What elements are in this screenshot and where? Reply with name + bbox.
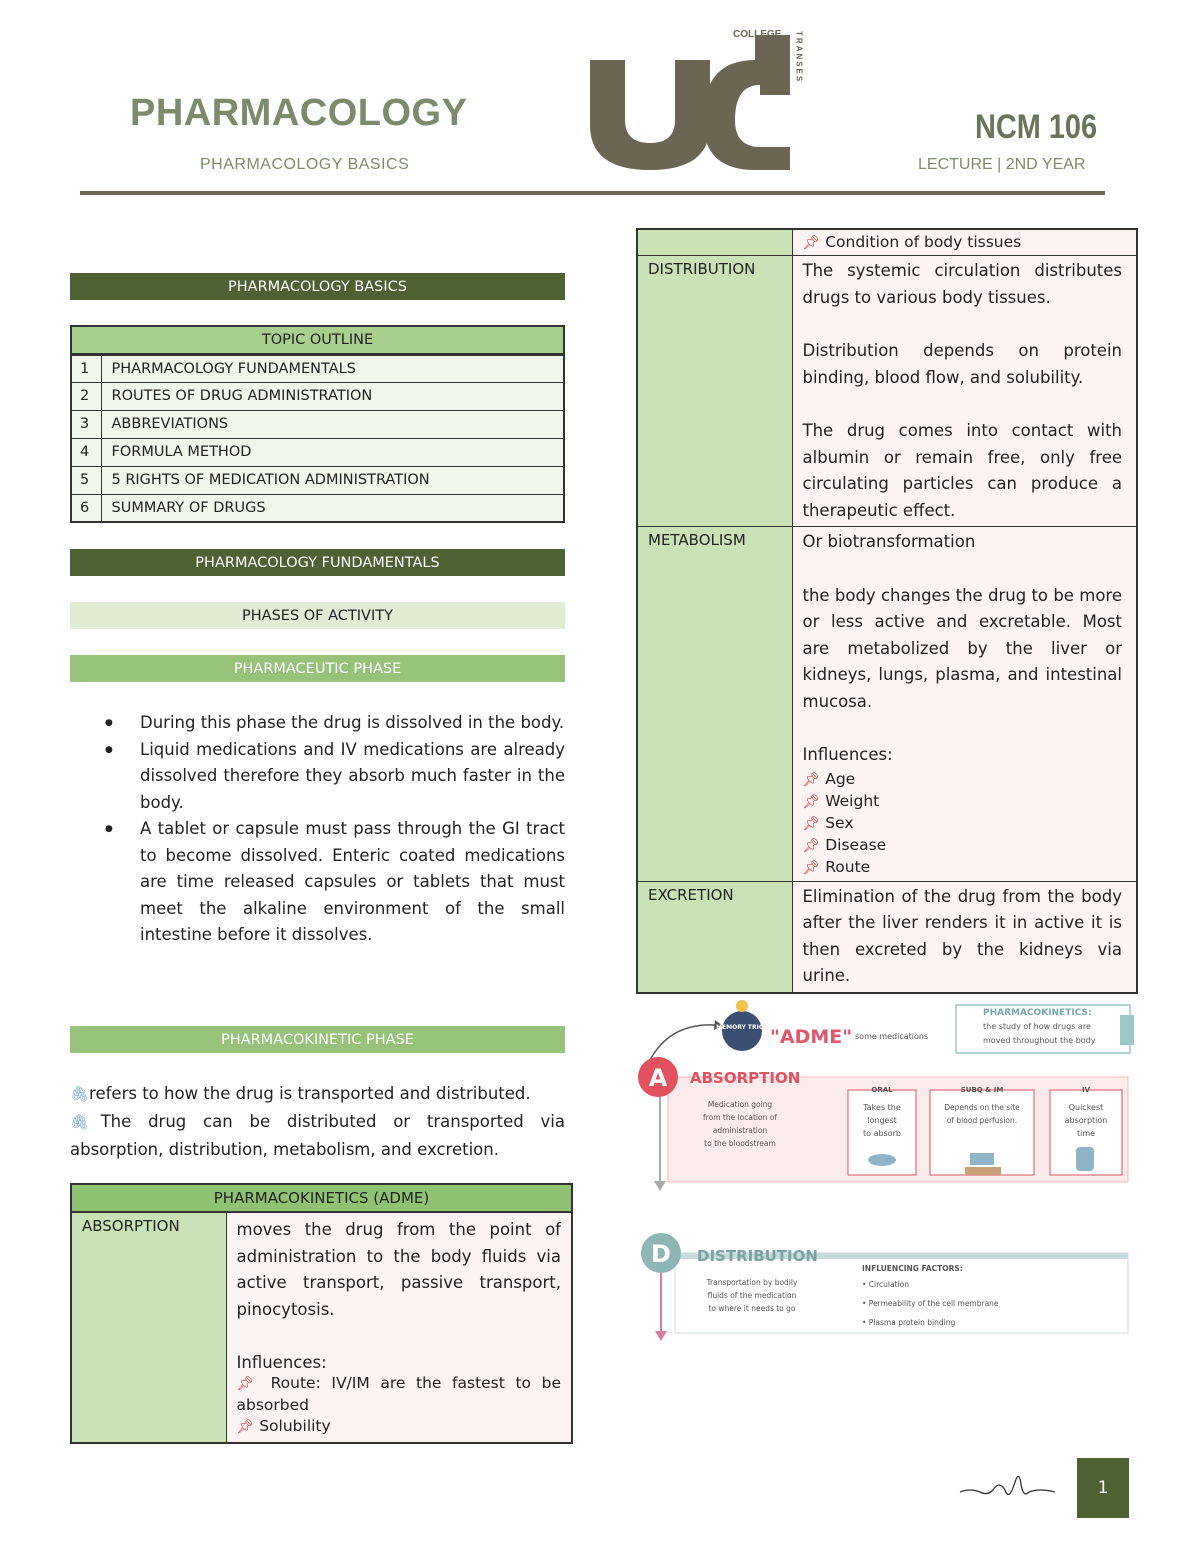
dist-desc-2: fluids of the medication xyxy=(707,1291,797,1300)
table-row: 2 ROUTES OF DRUG ADMINISTRATION xyxy=(71,382,564,410)
topic-outline-table xyxy=(70,325,565,523)
list-item: ● During this phase the drug is dissolved in the body. xyxy=(100,710,565,737)
topic-outline-heading: TOPIC OUTLINE xyxy=(71,326,564,354)
dist-desc-3: to where it needs to go xyxy=(708,1304,796,1313)
distribution-heading: DISTRIBUTION xyxy=(697,1247,818,1265)
iv-bag-icon xyxy=(1076,1147,1094,1171)
pk-box-desc-1: the study of how drugs are xyxy=(983,1022,1091,1031)
outline-item-label: ABBREVIATIONS xyxy=(101,410,564,438)
subq-label: SUBQ & IM xyxy=(960,1086,1004,1094)
metabolism-cell xyxy=(792,527,1137,882)
paperclip-icon: 🖇︎ xyxy=(70,1085,90,1103)
distribution-p3: The drug comes into contact with albumin or remain free, only free circulating particles can produce a therapeutic effect. xyxy=(802,421,1122,520)
college-logo xyxy=(585,25,810,175)
table-row xyxy=(637,881,1137,993)
pk-box-desc-2: moved throughout the body xyxy=(983,1036,1096,1045)
pushpin-icon: 📌︎ xyxy=(802,815,821,832)
memory-trick-text: MEMORY TRICK xyxy=(716,1024,768,1031)
condition-body-tissues: Condition of body tissues xyxy=(825,233,1022,251)
dist-desc-1: Transportation by bodily xyxy=(706,1278,798,1287)
pill-icon xyxy=(868,1154,896,1166)
pushpin-icon: 📌︎ xyxy=(802,859,821,876)
table-row: 1 PHARMACOLOGY FUNDAMENTALS xyxy=(71,354,564,382)
subq-desc-2: of blood perfusion. xyxy=(946,1116,1018,1125)
absorption-influences-label: Influences: xyxy=(236,1353,327,1372)
oral-desc-2: longest xyxy=(867,1116,897,1125)
section-bar-pharmacokinetic: PHARMACOKINETIC PHASE xyxy=(70,1026,565,1053)
table-row: 4 FORMULA METHOD xyxy=(71,438,564,466)
outline-item-label: FORMULA METHOD xyxy=(101,438,564,466)
table-row xyxy=(71,1212,572,1443)
oral-desc-1: Takes the xyxy=(863,1103,901,1112)
table-row xyxy=(637,256,1137,527)
pk-box-title: PHARMACOKINETICS: xyxy=(983,1008,1092,1018)
absorption-influence-route: Route: IV/IM are the fastest to be absorbed xyxy=(236,1373,561,1414)
pushpin-icon: 📌︎ xyxy=(802,793,821,810)
distribution-letter: D xyxy=(651,1240,671,1268)
metabolism-influences-label: Influences: xyxy=(802,745,893,764)
metabolism-p2: the body changes the drug to be more or less active and excretable. Most are metabolized by the liver or kidneys, lungs, plasma, and intestinal mucosa. xyxy=(802,585,1122,711)
influence-age: Age xyxy=(825,769,856,788)
iv-desc-1: Quickest xyxy=(1068,1103,1104,1112)
factor-3: • Plasma protein binding xyxy=(862,1318,956,1327)
distribution-cell xyxy=(792,256,1137,527)
lightbulb-icon xyxy=(736,1000,748,1012)
pharmacokinetic-text xyxy=(70,1080,565,1163)
absorption-influence-solubility: Solubility xyxy=(259,1416,331,1435)
section-bar-pharmaceutic: PHARMACEUTIC PHASE xyxy=(70,655,565,682)
pushpin-icon: 📌︎ xyxy=(802,771,821,788)
list-item: ● Liquid medications and IV medications are already dissolved therefore they absorb much faster in the body. xyxy=(100,737,565,817)
factors-title: INFLUENCING FACTORS: xyxy=(862,1264,963,1273)
subq-desc-1: Depends on the site xyxy=(944,1103,1020,1112)
course-code: NCM 106 xyxy=(975,108,1098,146)
adme-heading: PHARMACOKINETICS (ADME) xyxy=(71,1184,572,1212)
signature-mark xyxy=(955,1462,1065,1512)
factor-2: • Permeability of the cell membrane xyxy=(862,1299,999,1308)
header-divider xyxy=(80,191,1105,195)
table-row xyxy=(637,229,1137,256)
abs-desc-3: administration xyxy=(712,1126,768,1135)
outline-item-label: PHARMACOLOGY FUNDAMENTALS xyxy=(101,354,564,382)
absorption-cell xyxy=(226,1212,572,1443)
logo-transes-text: TRANSES xyxy=(794,31,804,84)
metabolism-label: METABOLISM xyxy=(637,527,792,882)
paperclip-icon: 🖇︎ xyxy=(70,1113,101,1131)
distribution-p1: The systemic circulation distributes drugs to various body tissues. xyxy=(802,261,1122,307)
influence-sex: Sex xyxy=(825,813,854,832)
table-row xyxy=(637,527,1137,882)
table-row: 3 ABBREVIATIONS xyxy=(71,410,564,438)
pk-line-2: The drug can be distributed or transported via absorption, distribution, metabolism, and excretion. xyxy=(70,1112,565,1159)
adme-word: "ADME" xyxy=(770,1026,853,1048)
page-title: PHARMACOLOGY xyxy=(130,92,468,134)
absorption-letter: A xyxy=(648,1064,668,1092)
pushpin-icon: 📌︎ xyxy=(802,837,821,854)
adme-note: some medications xyxy=(855,1032,929,1041)
adme-table xyxy=(70,1183,573,1444)
absorption-label: ABSORPTION xyxy=(71,1212,226,1443)
iv-desc-2: absorption xyxy=(1064,1116,1108,1125)
pushpin-icon: 📌︎ xyxy=(802,235,821,251)
section-bar-phases: PHASES OF ACTIVITY xyxy=(70,602,565,629)
lecture-info: LECTURE | 2ND YEAR xyxy=(918,156,1086,173)
pharmaceutic-bullets xyxy=(100,710,565,949)
abs-desc-4: to the bloodstream xyxy=(704,1139,776,1148)
logo-college-text: COLLEGE xyxy=(733,29,782,40)
memory-trick-badge xyxy=(722,1011,762,1051)
abs-desc-2: from the location of xyxy=(703,1113,777,1122)
influence-route: Route xyxy=(825,857,871,876)
table-row: 5 5 RIGHTS OF MEDICATION ADMINISTRATION xyxy=(71,466,564,494)
distribution-label: DISTRIBUTION xyxy=(637,256,792,527)
outline-item-label: 5 RIGHTS OF MEDICATION ADMINISTRATION xyxy=(101,466,564,494)
pushpin-icon: 📌︎ xyxy=(236,1418,255,1435)
influence-weight: Weight xyxy=(825,791,880,810)
adme-continued-table xyxy=(636,228,1138,994)
section-bar-basics: PHARMACOLOGY BASICS xyxy=(70,273,565,300)
page-subtitle: PHARMACOLOGY BASICS xyxy=(200,156,410,173)
factor-1: • Circulation xyxy=(862,1280,909,1289)
pk-line-1: refers to how the drug is transported and distributed. xyxy=(89,1084,531,1103)
abs-desc-1: Medication going xyxy=(707,1100,773,1109)
section-bar-fundamentals: PHARMACOLOGY FUNDAMENTALS xyxy=(70,549,565,576)
outline-item-label: SUMMARY OF DRUGS xyxy=(101,494,564,522)
page-number: 1 xyxy=(1077,1458,1129,1518)
iv-label: IV xyxy=(1081,1086,1091,1094)
absorption-text: moves the drug from the point of administration to the body fluids via active transport, passive transport, pinocytosis. xyxy=(236,1220,561,1319)
absorption-heading: ABSORPTION xyxy=(690,1069,801,1087)
outline-item-label: ROUTES OF DRUG ADMINISTRATION xyxy=(101,382,564,410)
oral-desc-3: to absorb xyxy=(863,1129,901,1138)
excretion-text: Elimination of the drug from the body after the liver renders it in active it is then excreted by the kidneys via urine. xyxy=(792,881,1137,993)
iv-desc-3: time xyxy=(1076,1129,1096,1138)
metabolism-p1: Or biotransformation xyxy=(802,532,976,551)
distribution-p2: Distribution depends on protein binding, blood flow, and solubility. xyxy=(802,341,1122,387)
adme-infographic xyxy=(630,995,1140,1350)
pushpin-icon: 📌︎ xyxy=(236,1375,260,1392)
list-item: ● A tablet or capsule must pass through the GI tract to become dissolved. Enteric coated medications are time released capsules or tablets that must meet the alkaline environment of the small intestine before it dissolves. xyxy=(100,816,565,949)
influence-disease: Disease xyxy=(825,835,887,854)
table-row: 6 SUMMARY OF DRUGS xyxy=(71,494,564,522)
syringe-icon xyxy=(970,1153,994,1165)
excretion-label: EXCRETION xyxy=(637,881,792,993)
oral-label: ORAL xyxy=(871,1086,893,1094)
